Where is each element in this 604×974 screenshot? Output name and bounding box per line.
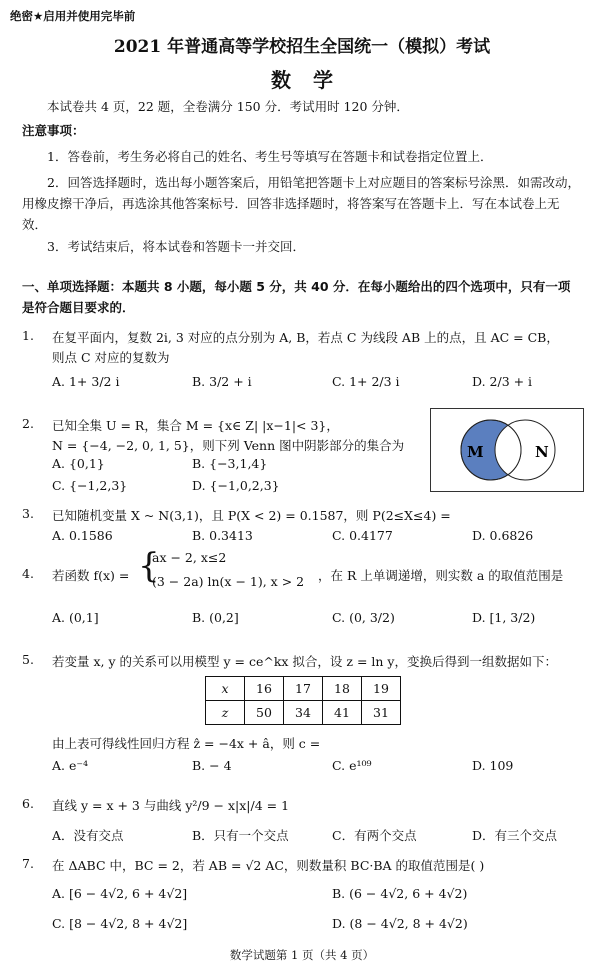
q7-option-b: B. (6 − 4√2, 6 + 4√2) <box>332 886 468 901</box>
q6-option-a: A．没有交点 <box>52 828 124 843</box>
q2-number: 2. <box>22 416 34 431</box>
q5-option-c: C. e¹⁰⁹ <box>332 758 372 773</box>
q6-text: 直线 y = x + 3 与曲线 y²/9 − x|x|/4 = 1 <box>52 798 290 813</box>
q4-case-1: ax − 2, x≤2 <box>152 550 227 565</box>
table-cell: 41 <box>323 701 362 725</box>
note-2: 2．回答选择题时，选出每小题答案后，用铅笔把答题卡上对应题目的答案标号涂黑．如需改动，用橡皮擦干净后，再选涂其他答案标号．回答非选择题时，将答案写在答题卡上．写在本试卷上无效． <box>22 175 580 232</box>
q1-text-2: 则点 C 对应的复数为 <box>52 350 170 365</box>
q4-option-d: D. [1, 3/2) <box>472 610 536 625</box>
note-1: 1．答卷前，考生务必将自己的姓名、考生号等填写在答题卡和试卷指定位置上． <box>47 149 493 164</box>
q5-number: 5. <box>22 652 34 667</box>
q2-option-a: A. {0,1} <box>52 456 105 471</box>
q2-option-c: C. {−1,2,3} <box>52 478 128 493</box>
table-cell: 50 <box>245 701 284 725</box>
table-cell: 16 <box>245 677 284 701</box>
q1-option-d: D. 2/3 + i <box>472 374 533 389</box>
note-3: 3．考试结束后，将本试卷和答题卡一并交回． <box>47 239 305 254</box>
q4-option-b: B. (0,2] <box>192 610 239 625</box>
table-cell: 19 <box>362 677 401 701</box>
table-cell: z <box>206 701 245 725</box>
secret-label: 绝密★启用并使用完毕前 <box>10 9 136 23</box>
table-cell: x <box>206 677 245 701</box>
q3-option-b: B. 0.3413 <box>192 528 253 543</box>
q2-text: 已知全集 U = R，集合 M = {x∈ Z| |x−1|< 3}， <box>52 418 339 433</box>
q7-number: 7. <box>22 856 34 871</box>
table-cell: 18 <box>323 677 362 701</box>
q5-option-d: D. 109 <box>472 758 514 773</box>
table-cell: 31 <box>362 701 401 725</box>
table-row <box>206 677 401 701</box>
q5-text: 若变量 x, y 的关系可以用模型 y = ce^kx 拟合，设 z = ln y，变换后得到一组数据如下： <box>52 654 557 669</box>
q4-text: 若函数 f(x) = <box>52 568 130 583</box>
q3-number: 3. <box>22 506 34 521</box>
venn-label-n: N <box>535 443 549 461</box>
subject-title: 数学 <box>271 68 355 92</box>
q6-option-d: D．有三个交点 <box>472 828 558 843</box>
q2-option-d: D. {−1,0,2,3} <box>192 478 280 493</box>
q7-option-d: D. (8 − 4√2, 8 + 4√2) <box>332 916 468 931</box>
q1-number: 1. <box>22 328 34 343</box>
q1-option-a: A. 1+ 3/2 i <box>52 374 120 389</box>
q3-option-a: A. 0.1586 <box>52 528 113 543</box>
q5-option-a: A. e⁻⁴ <box>52 758 88 773</box>
q6-option-b: B．只有一个交点 <box>192 828 289 843</box>
q4-case-2: (3 − 2a) ln(x − 1), x > 2 <box>152 574 305 589</box>
data-table <box>205 676 401 725</box>
q1-option-b: B. 3/2 + i <box>192 374 252 389</box>
section-heading: 一、单项选择题：本题共 8 小题，每小题 5 分，共 40 分．在每小题给出的四个选项中，只有一项是符合题目要求的． <box>22 279 571 315</box>
q5-text-2: 由上表可得线性回归方程 ẑ = −4x + â，则 c = <box>52 736 321 751</box>
table-row <box>206 701 401 725</box>
table-cell: 17 <box>284 677 323 701</box>
q7-option-a: A. [6 − 4√2, 6 + 4√2] <box>52 886 188 901</box>
q4-option-c: C. (0, 3/2) <box>332 610 395 625</box>
table-cell: 34 <box>284 701 323 725</box>
notes-heading: 注意事项： <box>22 123 85 138</box>
q1-text: 在复平面内，复数 2i, 3 对应的点分别为 A, B，若点 C 为线段 AB 上的点，且 AC = CB， <box>52 330 559 345</box>
q5-option-b: B. − 4 <box>192 758 232 773</box>
q4-option-a: A. (0,1] <box>52 610 99 625</box>
q4-brace: { <box>138 546 160 586</box>
q4-number: 4. <box>22 566 34 581</box>
q2-text-2: N = {−4, −2, 0, 1, 5}，则下列 Venn 图中阴影部分的集合为 <box>52 438 405 453</box>
venn-label-m: M <box>467 443 484 461</box>
q2-option-b: B. {−3,1,4} <box>192 456 268 471</box>
q4-text-tail: ，在 R 上单调递增，则实数 a 的取值范围是 <box>318 568 564 583</box>
q3-option-c: C. 0.4177 <box>332 528 393 543</box>
q7-text: 在 ΔABC 中，BC = 2，若 AB = √2 AC，则数量积 BC·BA 的取值范围是( ) <box>52 858 485 873</box>
q7-option-c: C. [8 − 4√2, 8 + 4√2] <box>52 916 188 931</box>
q6-option-c: C．有两个交点 <box>332 828 417 843</box>
venn-diagram <box>430 408 584 492</box>
q3-option-d: D. 0.6826 <box>472 528 534 543</box>
q1-option-c: C. 1+ 2/3 i <box>332 374 400 389</box>
page-footer: 数学试题第 1 页（共 4 页） <box>229 948 375 962</box>
q6-number: 6. <box>22 796 34 811</box>
exam-title: 2021 年普通高等学校招生全国统一（模拟）考试 <box>113 37 491 57</box>
intro-text: 本试卷共 4 页，22 题，全卷满分 150 分．考试用时 120 分钟． <box>47 99 409 114</box>
q3-text: 已知随机变量 X ~ N(3,1)，且 P(X < 2) = 0.1587，则 P(2≤X≤4) = <box>52 508 451 523</box>
